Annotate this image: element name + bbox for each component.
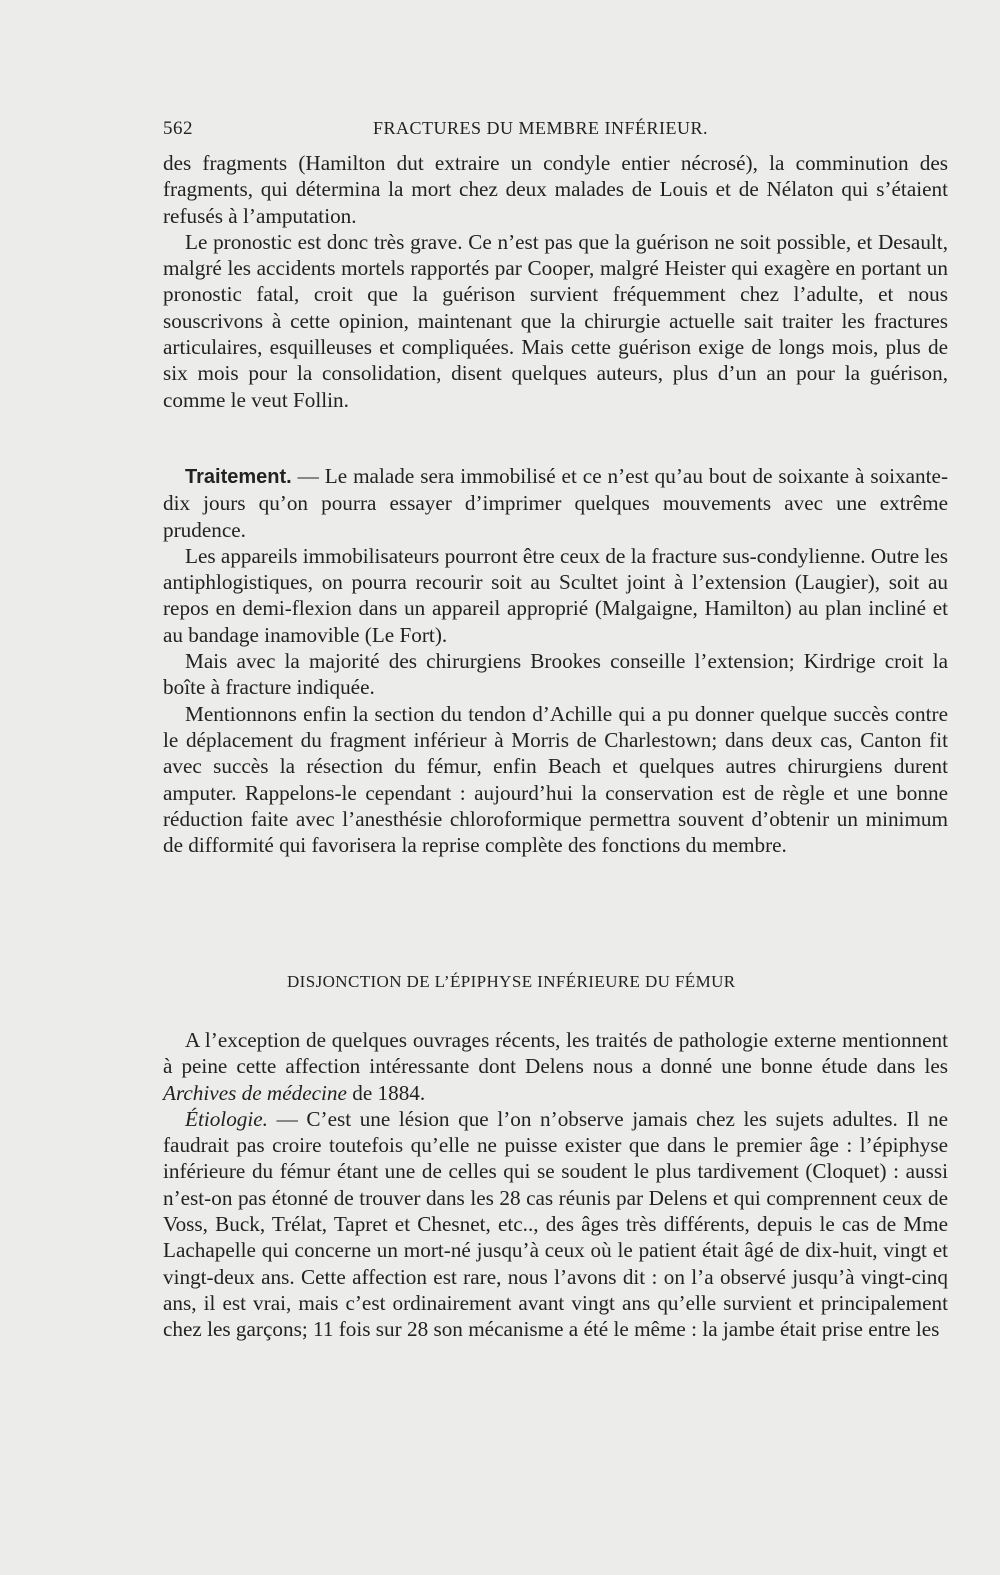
treatment-text: — Le malade sera immobilisé et ce n’est qu’au bout de soixante à soixante-dix jours qu’on pourra essayer d’imprimer quelques mouvements avec une extrême prudence. [163, 464, 948, 542]
paragraph-treatment [163, 463, 948, 543]
paragraph-etiology [163, 1106, 948, 1343]
paragraph-intro [163, 1027, 948, 1106]
paragraph-prognosis: Le pronostic est donc très grave. Ce n’est pas que la guérison ne soit possible, et Desault, malgré les accidents mortels rapportés par Cooper, malgré Heister qui exagère en portant un pronostic fatal, croit que la guérison survient fréquemment chez l’adulte, et nous souscrivons à cette opinion, maintenant que la chirurgie actuelle sait traiter les fractures articulaires, esquilleuses et compliquées. Mais cette guérison exige de longs mois, plus de six mois pour la consolidation, disent quelques auteurs, plus d’un an pour la guérison, comme le veut Follin. [163, 229, 948, 412]
paragraph-appliances: Les appareils immobilisateurs pourront être ceux de la fracture sus-condylienne. Outre les antiphlogistiques, on pourra recourir soit au Scultet joint à l’extension (Laugier), soit au repos en demi-flexion dans un appareil approprié (Malgaigne, Hamilton) au plan incliné et au bandage inamovible (Le Fort). [163, 543, 948, 647]
intro-text-b: de 1884. [346, 1080, 426, 1105]
paragraph-achilles: Mentionnons enfin la section du tendon d’Achille qui a pu donner quelque succès contre le déplacement du fragment inférieur à Morris de Charlestown; dans deux cas, Canton fit avec succès la résection du fémur, enfin Beach et quelques autres chirurgiens durent amputer. Rappelons-le cependant : aujourd’hui la conservation est de règle et une bonne réduction faite avec l’anesthésie chloroformique permettra souvent d’obtenir un minimum de difformité qui favorisera la reprise complète des fonctions du membre. [163, 701, 948, 858]
running-header [163, 118, 953, 144]
etiology-text: — C’est une lésion que l’on n’observe jamais chez les sujets adultes. Il ne faudrait pas croire toutefois qu’elle ne puisse exister que dans le premier âge : l’épiphyse inférieure du fémur étant une de celles qui se soudent le plus tardivement (Cloquet) : aussi n’est-on pas étonné de trouver dans les 28 cas réunis par Delens et qui comprennent ceux de Voss, Buck, Trélat, Tapret et Chesnet, etc.., des âges très différents, depuis le cas de Mme Lachapelle qui concerne un mort-né jusqu’à ceux où le patient était âgé de dix-huit, vingt et vingt-deux ans. Cette affection est rare, nous l’avons dit : on l’a observé jusqu’à vingt-cinq ans, il est vrai, mais c’est ordinairement avant vingt ans qu’elle survient et principalement chez les garçons; 11 fois sur 28 son mécanisme a été le même : la jambe était prise entre les [163, 1106, 948, 1342]
text-block-prognosis [163, 150, 948, 413]
paragraph-majority: Mais avec la majorité des chirurgiens Brookes conseille l’extension; Kirdrige croit la boîte à fracture indiquée. [163, 649, 948, 700]
running-title: FRACTURES DU MEMBRE INFÉRIEUR. [373, 118, 709, 138]
treatment-heading: Traitement. [185, 466, 292, 488]
section-title: DISJONCTION DE L’ÉPIPHYSE INFÉRIEURE DU FÉMUR [287, 972, 736, 991]
text-block-treatment [163, 463, 948, 858]
intro-text-a: A l’exception de quelques ouvrages récents, les traités de pathologie externe mentionnent à peine cette affection intéressante dont Delens nous a donné une bonne étude dans les [163, 1028, 948, 1079]
page-number: 562 [163, 118, 193, 139]
journal-title: Archives de médecine [163, 1080, 347, 1105]
etiology-heading: Étiologie. [185, 1106, 268, 1131]
text-block-disjunction [163, 1027, 948, 1343]
paragraph-fragments: des fragments (Hamilton dut extraire un condyle entier nécrosé), la comminution des fragments, qui détermina la mort chez deux malades de Louis et de Nélaton qui s’étaient refusés à l’amputation. [163, 151, 948, 228]
